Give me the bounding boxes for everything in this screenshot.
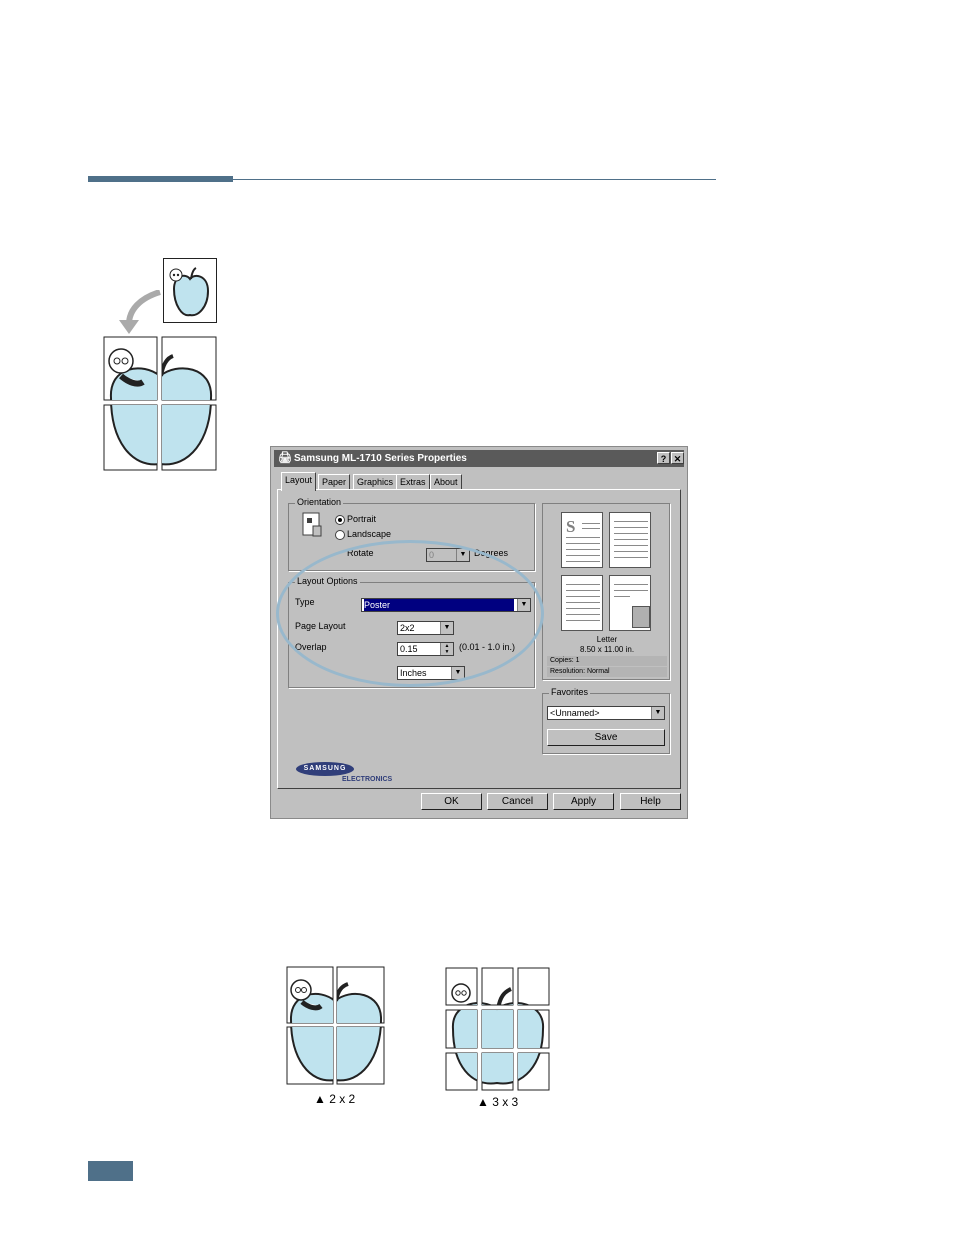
samsung-logo <box>296 762 354 776</box>
dialog-titlebar[interactable] <box>274 450 684 467</box>
preview-page-2 <box>609 512 651 568</box>
chevron-down-icon[interactable]: ▼ <box>440 622 453 634</box>
type-label: Type <box>295 597 315 607</box>
portrait-label: Portrait <box>347 514 377 524</box>
caption-2x2: ▲ 2 x 2 <box>314 1092 356 1106</box>
preview-group <box>542 503 670 680</box>
printer-icon: 🖨 <box>278 452 292 464</box>
portrait-page-icon <box>301 512 323 538</box>
apple-icon <box>164 259 216 322</box>
tab-about[interactable]: About <box>430 474 462 490</box>
layout-options-legend: Layout Options <box>297 576 358 586</box>
resolution-info <box>547 667 667 677</box>
chevron-down-icon[interactable]: ▼ <box>651 707 664 719</box>
portrait-radio[interactable] <box>335 515 345 525</box>
units-value: Inches <box>400 668 427 678</box>
tab-paper[interactable]: Paper <box>318 474 350 490</box>
paper-size: 8.50 x 11.00 in. <box>579 645 635 654</box>
tab-extras[interactable]: Extras <box>396 474 430 490</box>
caption-3x3: ▲ 3 x 3 <box>477 1095 519 1109</box>
rotate-value: 0 <box>429 550 435 560</box>
favorites-legend: Favorites <box>551 687 589 697</box>
section-rule-thin <box>233 179 716 180</box>
favorites-combo[interactable] <box>547 706 665 720</box>
page-layout-value: 2x2 <box>400 623 415 633</box>
curved-arrow-icon <box>115 290 165 340</box>
chevron-down-icon[interactable]: ▼ <box>456 549 469 561</box>
dialog-title: Samsung ML-1710 Series Properties <box>294 453 467 464</box>
poster-3x3-example <box>445 967 550 1092</box>
degrees-label: Degrees <box>474 548 509 558</box>
cancel-button[interactable]: Cancel <box>487 793 548 810</box>
favorites-value: <Unnamed> <box>550 708 600 718</box>
electronics-text: ELECTRONICS <box>342 776 393 783</box>
section-rule-thick <box>88 176 233 182</box>
resolution-text: Resolution: Normal <box>550 668 610 675</box>
preview-page-3 <box>561 575 603 631</box>
paper-name: Letter <box>596 635 618 644</box>
help-question-button[interactable]: ? <box>657 452 670 464</box>
tab-graphics[interactable]: Graphics <box>353 474 397 490</box>
type-value: Poster <box>364 599 514 611</box>
copies-info <box>547 656 667 666</box>
preview-page-4 <box>609 575 651 631</box>
chevron-down-icon[interactable]: ▼ <box>451 667 464 679</box>
overlap-label: Overlap <box>295 642 327 652</box>
preview-page-1 <box>561 512 603 568</box>
landscape-radio[interactable] <box>335 530 345 540</box>
tab-layout[interactable]: Layout <box>281 472 316 491</box>
overlap-range-label: (0.01 - 1.0 in.) <box>459 642 516 652</box>
favorites-group <box>542 687 670 754</box>
apply-button[interactable]: Apply <box>553 793 614 810</box>
poster-2x2-example <box>286 966 386 1086</box>
footer-page-tab <box>88 1161 133 1181</box>
ok-button[interactable]: OK <box>421 793 482 810</box>
orientation-legend: Orientation <box>297 497 342 507</box>
copies-text: Copies: 1 <box>550 657 580 664</box>
landscape-label: Landscape <box>347 529 392 539</box>
poster-illustration <box>100 255 220 475</box>
help-button[interactable]: Help <box>620 793 681 810</box>
page-layout-label: Page Layout <box>295 621 346 631</box>
single-page-apple <box>163 258 217 323</box>
poster-2x2-apple <box>103 336 218 472</box>
spinner-arrows-icon[interactable]: ▲ ▼ <box>440 643 453 655</box>
chevron-down-icon[interactable]: ▼ <box>517 599 530 611</box>
bar-chart-icon <box>632 606 650 628</box>
sample-s-letter: S <box>566 517 576 536</box>
rotate-label: Rotate <box>347 548 374 558</box>
save-favorite-button[interactable]: Save <box>547 729 665 746</box>
highlight-ellipse <box>276 540 544 687</box>
samsung-logo-text: SAMSUNG <box>303 765 347 772</box>
close-button[interactable]: ✕ <box>671 452 684 464</box>
overlap-value: 0.15 <box>400 644 418 654</box>
